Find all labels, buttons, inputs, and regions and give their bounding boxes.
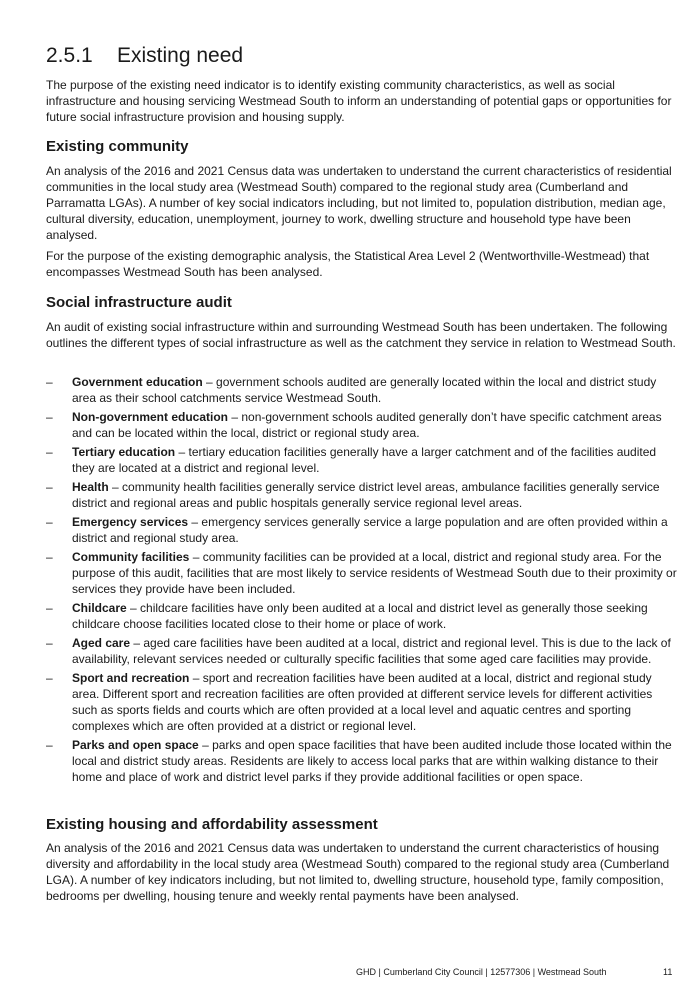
audit-list-item — [46, 479, 678, 511]
bullet-dash: – — [46, 375, 53, 389]
bullet-dash: – — [46, 480, 53, 494]
audit-item-term: Emergency services — [72, 515, 189, 529]
audit-intro: An audit of existing social infrastructure within and surrounding Westmead South has been undertaken. The following outlines the different types of social infrastructure as well as the catchment they service in relation to Westmead South. — [46, 320, 676, 350]
audit-item-term: Aged care — [72, 636, 131, 650]
section-heading — [46, 44, 243, 68]
audit-heading: Social infrastructure audit — [46, 294, 232, 311]
section-title: Existing need — [117, 44, 244, 67]
footer-text: GHD | Cumberland City Council | 12577306 | Westmead South — [356, 967, 607, 977]
audit-item-text: – non-government schools audited generally don’t have specific catchment areas and can be located within the local, district or regional study area. — [72, 410, 662, 440]
audit-item-text: – community facilities can be provided at a local, district and regional study area. For the purpose of this audit, facilities that are most likely to service residents of Westmead South due to their proximity or services they provide have been included. — [72, 550, 677, 596]
audit-item-term: Non-government education — [72, 410, 229, 424]
existing-community-heading: Existing community — [46, 138, 189, 155]
housing-heading: Existing housing and affordability assessment — [46, 816, 378, 833]
bullet-dash: – — [46, 445, 53, 459]
audit-item-term: Government education — [72, 375, 203, 389]
audit-list-item — [46, 737, 678, 785]
audit-item-text: – parks and open space facilities that have been audited include those located within the local and district study areas. Residents are likely to access local parks that are within walking distance to their home and place of work and district level parks if they provide additional facilities or open space. — [72, 738, 672, 784]
audit-item-text: – government schools audited are generally located within the local and district study area as their school catchments service Westmead South. — [72, 375, 657, 405]
housing-heading-block — [46, 816, 678, 833]
audit-list-item — [46, 514, 678, 546]
audit-item-text: – tertiary education facilities generally have a larger catchment and of the facilities audited they are located at a district and regional level. — [72, 445, 657, 475]
housing-para: An analysis of the 2016 and 2021 Census data was undertaken to understand the current characteristics of housing diversity and affordability in the local study area (Westmead South) compared to the regional study area (Cumberland LGA). A number of key indicators including, but not limited to, dwelling structure, household type, family composition, bedrooms per dwelling, housing tenure and weekly rental payments have been analysed. — [46, 841, 670, 903]
bullet-dash: – — [46, 601, 53, 615]
audit-list-item — [46, 635, 678, 667]
audit-list-item — [46, 600, 678, 632]
audit-item-text: – community health facilities generally service district level areas, ambulance facilities generally service district and regional areas and public hospitals generally service regional level areas. — [72, 480, 660, 510]
bullet-dash: – — [46, 738, 53, 752]
audit-list-item — [46, 549, 678, 597]
bullet-dash: – — [46, 550, 53, 564]
audit-heading-block — [46, 294, 678, 311]
bullet-dash: – — [46, 671, 53, 685]
page-number: 11 — [663, 967, 673, 977]
audit-intro-block — [46, 319, 678, 351]
audit-list — [46, 374, 678, 785]
audit-item-text: – childcare facilities have only been audited at a local and district level as generally those seeking childcare choose facilities located close to their home or place of work. — [72, 601, 648, 631]
housing-para-block — [46, 840, 678, 904]
existing-community-para2: For the purpose of the existing demographic analysis, the Statistical Area Level 2 (Wentworthville-Westmead) that encompasses Westmead South has been analysed. — [46, 249, 650, 279]
bullet-dash: – — [46, 515, 53, 529]
audit-item-text: – aged care facilities have been audited at a local, district and regional level. This is due to the lack of availability, relevant services needed or culturally specific facilities that some aged care facilities may provide. — [72, 636, 671, 666]
audit-list-item — [46, 670, 678, 734]
section-number: 2.5.1 — [46, 44, 93, 67]
audit-list-block — [46, 374, 678, 788]
bullet-dash: – — [46, 636, 53, 650]
audit-item-term: Health — [72, 480, 109, 494]
audit-item-term: Community facilities — [72, 550, 190, 564]
audit-item-term: Tertiary education — [72, 445, 176, 459]
audit-list-item — [46, 409, 678, 441]
audit-item-text: – emergency services generally service a large population and are often provided within a district and regional study area. — [72, 515, 668, 545]
existing-community-block — [46, 138, 678, 155]
audit-item-term: Childcare — [72, 601, 127, 615]
existing-community-para2-block — [46, 248, 678, 280]
section-intro: The purpose of the existing need indicator is to identify existing community characteristics, as well as social infrastructure and housing servicing Westmead South to inform an understanding of potential gaps or opportunities for future social infrastructure provision and housing supply. — [46, 78, 672, 124]
section-intro-block — [46, 77, 678, 125]
audit-item-term: Parks and open space — [72, 738, 199, 752]
existing-community-para1-block — [46, 163, 678, 243]
audit-item-text: – sport and recreation facilities have been audited at a local, district and regional study area. Different sport and recreation facilities are often provided at different service levels for different activities such as sports fields and courts which are often provided at a local level and aquatic centres and sporting complexes which are often provided at a district or regional level. — [72, 671, 653, 733]
audit-item-term: Sport and recreation — [72, 671, 190, 685]
audit-list-item — [46, 374, 678, 406]
audit-list-item — [46, 444, 678, 476]
existing-community-para1: An analysis of the 2016 and 2021 Census data was undertaken to understand the current characteristics of residential communities in the local study area (Westmead South) compared to the regional study area (Cumberland and Parramatta LGAs). A number of key social indicators including, but not limited to, population distribution, median age, cultural diversity, education, unemployment, journey to work, dwelling structure and household type have been analysed. — [46, 164, 672, 242]
bullet-dash: – — [46, 410, 53, 424]
